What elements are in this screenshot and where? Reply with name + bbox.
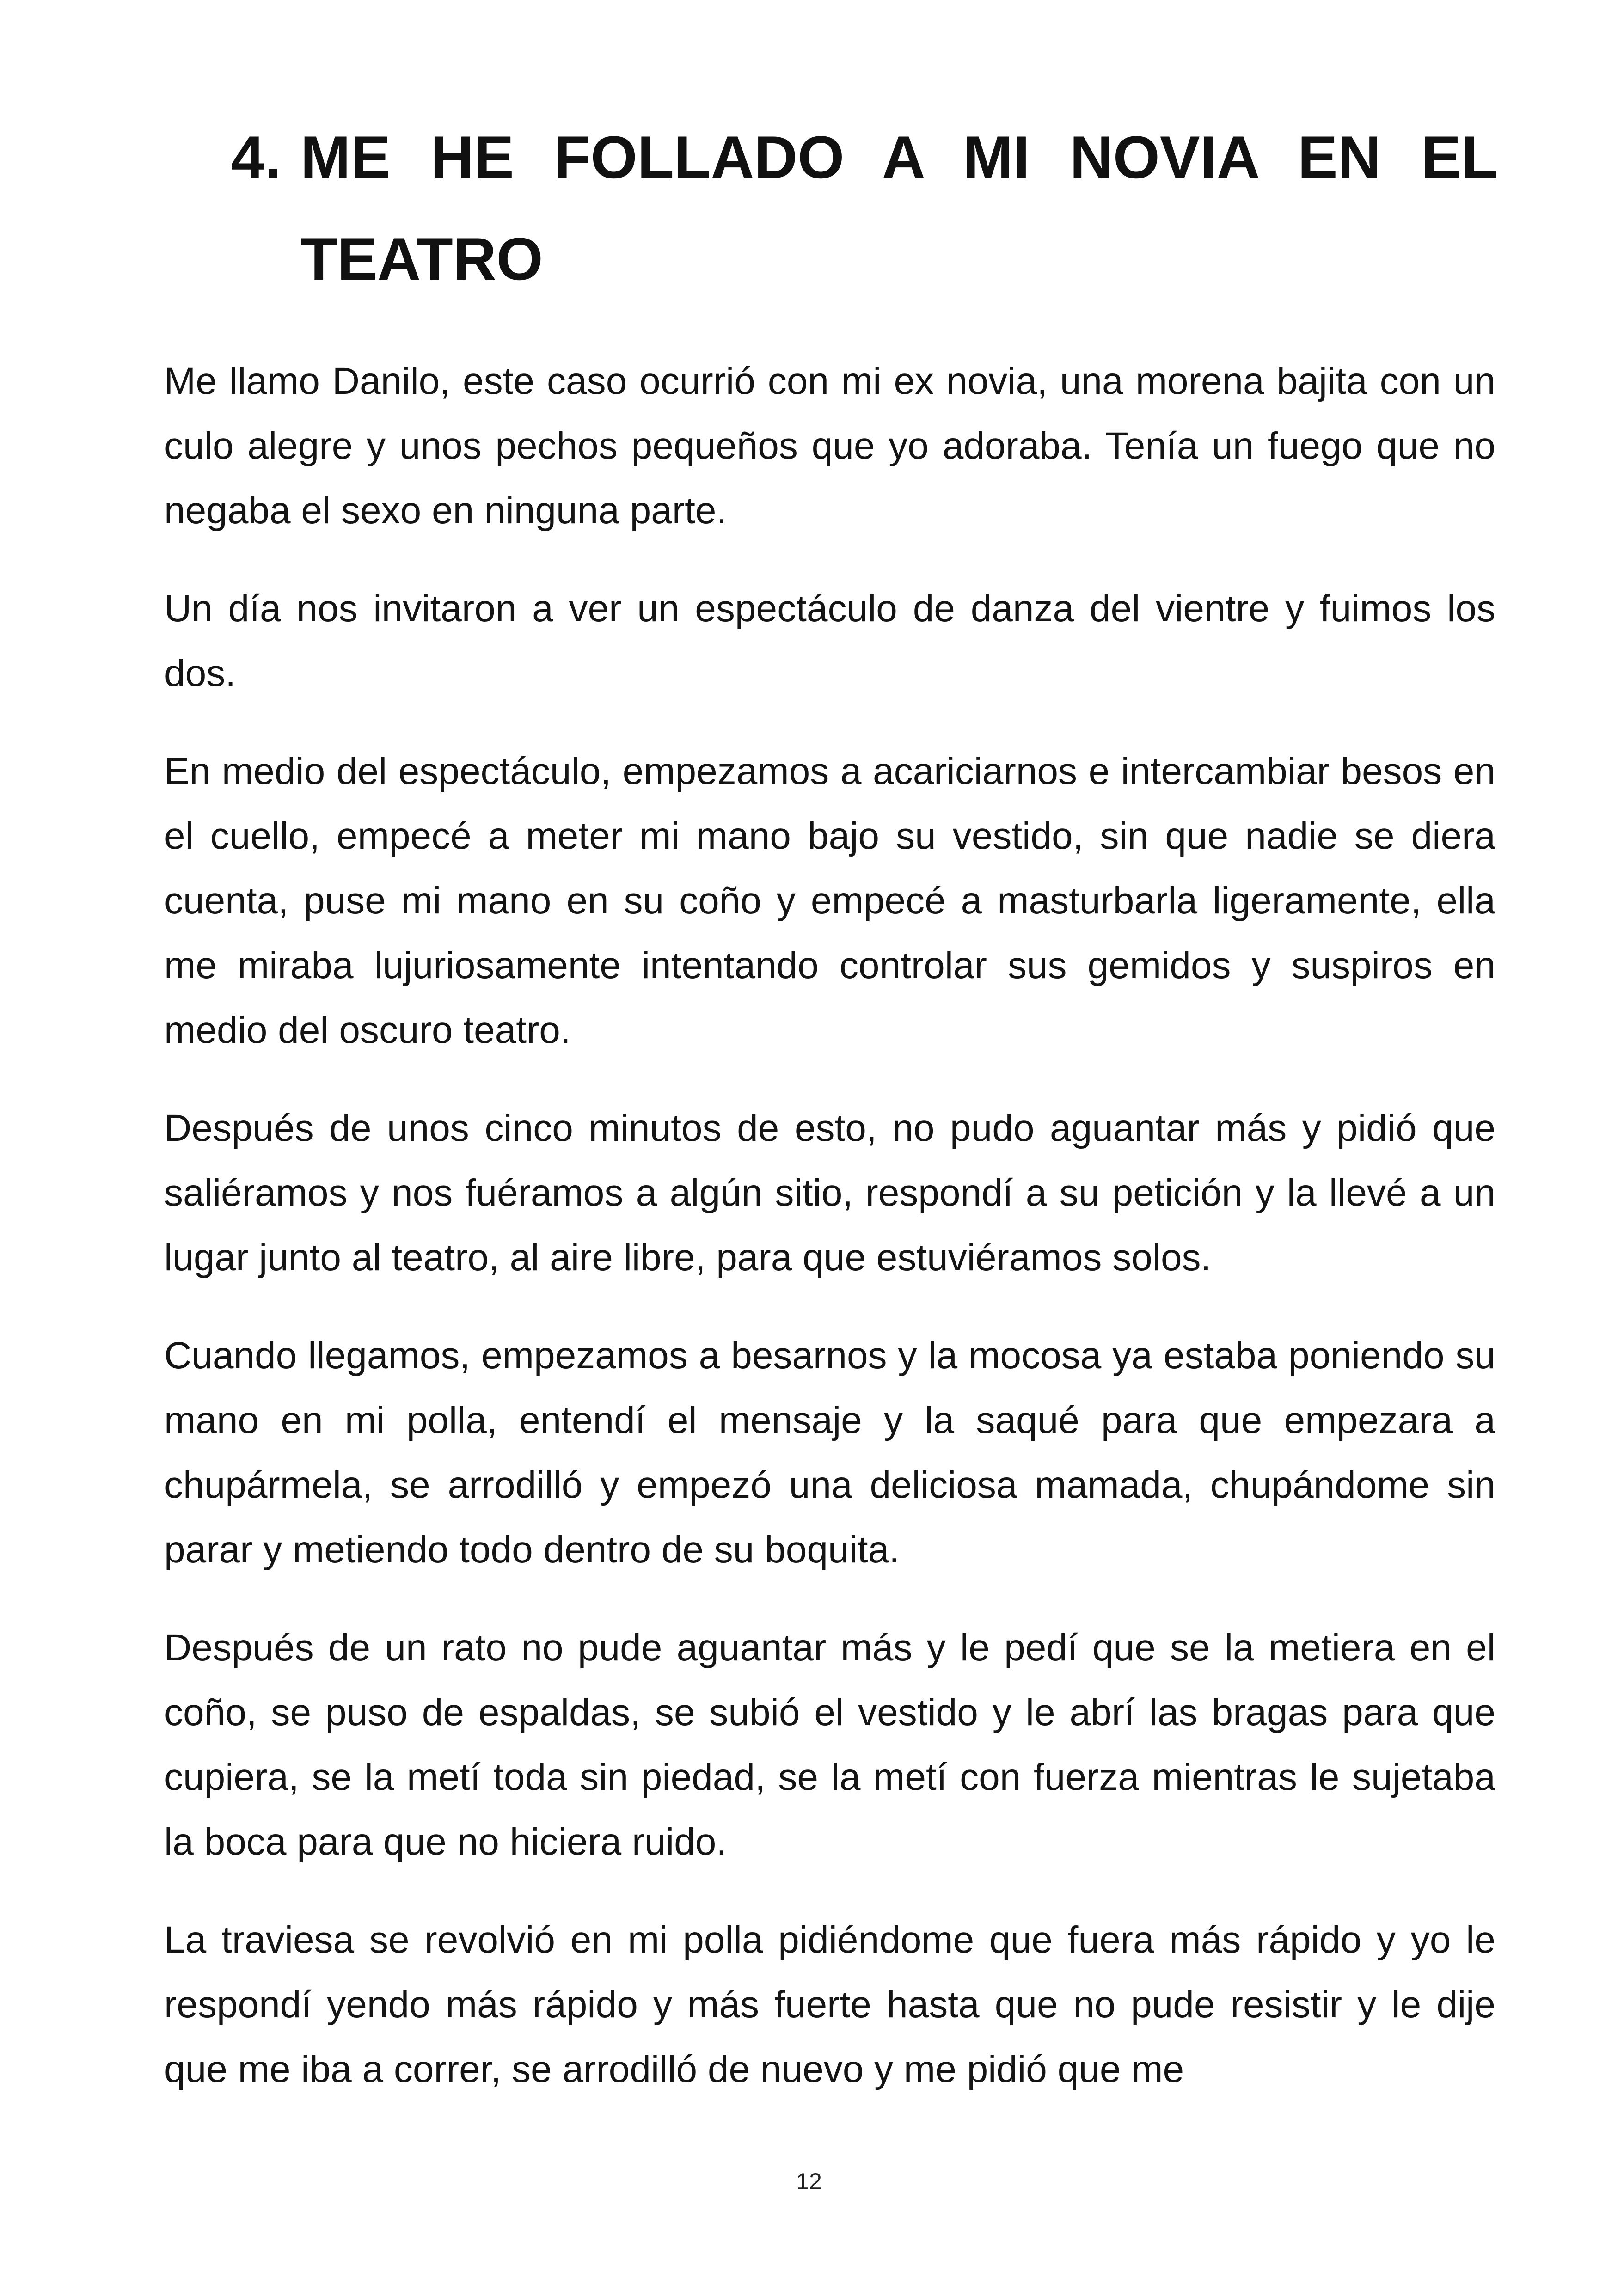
paragraph: La traviesa se revolvió en mi polla pidiéndome que fuera más rápido y yo le respondí yendo más rápido y más fuerte hasta que no pude resistir y le dije que me iba a correr, se arrodilló de nuevo y me pidió que me (164, 1919, 1495, 2090)
paragraph: Después de un rato no pude aguantar más y le pedí que se la metiera en el coño, se puso de espaldas, se subió el vestido y le abrí las bragas para que cupiera, se la metí toda sin piedad, se la metí con fuerza mientras le sujetaba la boca para que no hiciera ruido. (164, 1627, 1495, 1863)
paragraph: Después de unos cinco minutos de esto, no pudo aguantar más y pidió que saliéramos y nos fuéramos a algún sitio, respondí a su petición y la llevé a un lugar junto al teatro, al aire libre, para que estuviéramos solos. (164, 1107, 1495, 1279)
page-number: 12 (796, 2168, 822, 2194)
paragraph: En medio del espectáculo, empezamos a acariciarnos e intercambiar besos en el cuello, empecé a meter mi mano bajo su vestido, sin que nadie se diera cuenta, puse mi mano en su coño y empecé a masturbarla ligeramente, ella me miraba lujuriosamente intentando controlar sus gemidos y suspiros en medio del oscuro teatro. (164, 750, 1495, 1051)
paragraph: Un día nos invitaron a ver un espectáculo de danza del vientre y fuimos los dos. (164, 588, 1495, 694)
chapter-number: 4. (231, 123, 282, 191)
chapter-heading (231, 106, 1498, 310)
paragraph: Cuando llegamos, empezamos a besarnos y la mocosa ya estaba poniendo su mano en mi polla, entendí el mensaje y la saqué para que empezara a chupármela, se arrodilló y empezó una deliciosa mamada, chupándome sin parar y metiendo todo dentro de su boquita. (164, 1335, 1495, 1571)
body-text (164, 349, 1495, 2135)
chapter-title: ME HE FOLLADO A MI NOVIA EN EL TEATRO (300, 123, 1498, 293)
paragraph: Me llamo Danilo, este caso ocurrió con mi ex novia, una morena bajita con un culo alegre y unos pechos pequeños que yo adoraba. Tenía un fuego que no negaba el sexo en ninguna parte. (164, 360, 1495, 532)
